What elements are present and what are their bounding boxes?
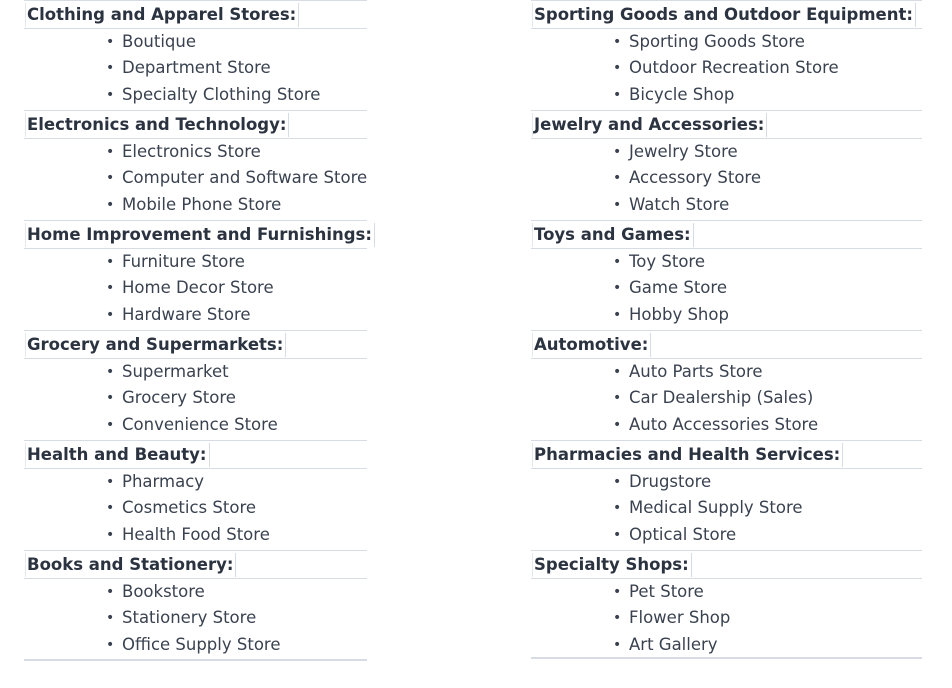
bullet-icon: •: [106, 610, 115, 627]
bullet-icon: •: [106, 364, 115, 380]
store-list: [531, 579, 922, 658]
bullet-icon: •: [613, 416, 622, 433]
store-type: Hobby Shop: [629, 304, 729, 324]
list-item: [24, 412, 367, 438]
bullet-icon: •: [613, 364, 622, 380]
category-title: Toys and Games:: [532, 223, 694, 247]
category-section: [24, 440, 367, 550]
bullet-icon: •: [106, 416, 115, 433]
store-type: Pet Store: [629, 582, 704, 601]
category-section: [24, 220, 372, 330]
left-category-column: [24, 0, 372, 660]
store-list: [24, 359, 367, 438]
category-title: Automotive:: [532, 333, 651, 357]
category-title: Health and Beauty:: [25, 443, 210, 467]
category-title: Clothing and Apparel Stores:: [25, 3, 299, 27]
bullet-icon: •: [106, 474, 115, 490]
list-item: [24, 249, 367, 275]
list-item: [531, 522, 922, 548]
bullet-icon: •: [106, 254, 115, 270]
category-section: [24, 550, 367, 660]
list-item: [531, 29, 922, 55]
store-type: Furniture Store: [122, 252, 245, 271]
store-type: Computer and Software Store: [122, 168, 368, 188]
list-item: [24, 469, 367, 495]
bullet-icon: •: [106, 500, 115, 517]
store-type: Flower Shop: [629, 608, 731, 628]
bullet-icon: •: [106, 280, 115, 297]
bullet-icon: •: [613, 610, 622, 627]
store-type: Car Dealership (Sales): [629, 388, 814, 408]
category-header: [24, 330, 367, 359]
category-header: [531, 330, 922, 359]
bullet-icon: •: [613, 60, 622, 77]
category-header: [531, 0, 922, 29]
store-type: Auto Accessories Store: [629, 414, 819, 434]
bullet-icon: •: [613, 500, 622, 517]
category-header: [531, 440, 922, 469]
divider: [24, 659, 367, 661]
bullet-icon: •: [106, 196, 115, 213]
store-type: Toy Store: [629, 252, 705, 271]
store-type: Drugstore: [629, 472, 712, 491]
store-list: [24, 29, 367, 108]
store-type: Home Decor Store: [122, 278, 274, 298]
list-item: [531, 359, 922, 385]
category-title: Electronics and Technology:: [25, 113, 289, 137]
category-header: [24, 550, 367, 579]
list-item: [531, 579, 922, 605]
list-item: [531, 632, 922, 658]
store-type: Stationery Store: [122, 608, 257, 628]
list-item: [531, 412, 922, 438]
list-item: [531, 82, 922, 108]
store-type: Medical Supply Store: [629, 498, 803, 518]
list-item: [24, 29, 367, 55]
category-header: [24, 110, 367, 139]
category-header: [24, 440, 367, 469]
bullet-icon: •: [106, 144, 115, 160]
category-section: [531, 110, 922, 220]
category-header: [531, 550, 922, 579]
list-item: [24, 139, 367, 165]
store-type: Outdoor Recreation Store: [629, 58, 839, 78]
list-item: [531, 249, 922, 275]
bullet-icon: •: [613, 306, 622, 323]
bullet-icon: •: [613, 144, 622, 160]
bullet-icon: •: [613, 280, 622, 297]
store-type: Health Food Store: [122, 524, 270, 544]
bullet-icon: •: [106, 526, 115, 543]
category-title: Sporting Goods and Outdoor Equipment:: [532, 3, 916, 27]
list-item: [24, 522, 367, 548]
divider: [531, 657, 922, 659]
store-type: Sporting Goods Store: [629, 32, 805, 51]
category-header: [531, 220, 922, 249]
store-type: Specialty Clothing Store: [122, 84, 321, 104]
store-type: Mobile Phone Store: [122, 194, 282, 214]
store-type: Game Store: [629, 278, 727, 298]
bullet-icon: •: [106, 60, 115, 77]
store-list: [531, 249, 922, 328]
bullet-icon: •: [613, 254, 622, 270]
list-item: [531, 55, 922, 81]
list-item: [531, 605, 922, 631]
store-type: Optical Store: [629, 524, 737, 544]
bullet-icon: •: [106, 34, 115, 50]
bullet-icon: •: [106, 390, 115, 407]
category-header: [24, 220, 372, 249]
list-item: [531, 139, 922, 165]
store-list: [531, 29, 922, 108]
category-section: [531, 440, 922, 550]
category-title: Jewelry and Accessories:: [532, 113, 767, 137]
store-type: Department Store: [122, 58, 271, 78]
store-list: [531, 359, 922, 438]
category-section: [531, 0, 922, 110]
bullet-icon: •: [106, 584, 115, 600]
store-list: [24, 469, 367, 548]
bullet-icon: •: [613, 390, 622, 407]
list-item: [531, 275, 922, 301]
category-title: Home Improvement and Furnishings:: [25, 223, 375, 247]
list-item: [24, 275, 367, 301]
store-type: Convenience Store: [122, 414, 278, 434]
store-list: [24, 249, 367, 328]
list-item: [24, 165, 367, 191]
bullet-icon: •: [613, 474, 622, 490]
store-type: Accessory Store: [629, 168, 761, 188]
store-type: Jewelry Store: [629, 142, 738, 161]
category-header: [531, 110, 922, 139]
bullet-icon: •: [106, 170, 115, 187]
list-item: [24, 579, 367, 605]
category-section: [531, 220, 922, 330]
category-section: [531, 550, 922, 660]
category-title: Pharmacies and Health Services:: [532, 443, 843, 467]
list-item: [24, 192, 367, 218]
right-category-column: [531, 0, 922, 660]
store-type: Bookstore: [122, 582, 205, 601]
store-type: Pharmacy: [122, 472, 205, 491]
list-item: [24, 82, 367, 108]
bullet-icon: •: [613, 526, 622, 543]
category-title: Books and Stationery:: [25, 553, 236, 577]
list-item: [24, 55, 367, 81]
category-section: [24, 0, 367, 110]
store-list: [531, 139, 922, 218]
list-item: [531, 192, 922, 218]
list-item: [531, 165, 922, 191]
store-type: Supermarket: [122, 362, 229, 381]
list-item: [24, 632, 367, 658]
list-item: [531, 302, 922, 328]
store-type: Boutique: [122, 32, 197, 51]
bullet-icon: •: [106, 86, 115, 103]
bullet-icon: •: [613, 34, 622, 50]
list-item: [24, 385, 367, 411]
store-type: Auto Parts Store: [629, 362, 763, 381]
store-type: Grocery Store: [122, 388, 236, 408]
store-type: Electronics Store: [122, 142, 261, 161]
list-item: [24, 605, 367, 631]
list-item: [531, 495, 922, 521]
bullet-icon: •: [106, 306, 115, 323]
list-item: [24, 495, 367, 521]
store-type: Bicycle Shop: [629, 84, 735, 104]
bullet-icon: •: [613, 86, 622, 103]
list-item: [24, 359, 367, 385]
store-type: Hardware Store: [122, 304, 251, 324]
store-type: Art Gallery: [629, 634, 718, 654]
category-section: [24, 330, 367, 440]
category-title: Grocery and Supermarkets:: [25, 333, 286, 357]
list-item: [531, 385, 922, 411]
bullet-icon: •: [613, 170, 622, 187]
category-section: [531, 330, 922, 440]
bullet-icon: •: [613, 196, 622, 213]
category-section: [24, 110, 367, 220]
bullet-icon: •: [613, 584, 622, 600]
store-list: [24, 579, 367, 658]
bullet-icon: •: [106, 636, 115, 653]
store-type: Office Supply Store: [122, 634, 281, 654]
list-item: [24, 302, 367, 328]
category-header: [24, 0, 367, 29]
store-list: [24, 139, 367, 218]
store-type: Cosmetics Store: [122, 498, 257, 518]
store-type: Watch Store: [629, 194, 730, 214]
store-list: [531, 469, 922, 548]
bullet-icon: •: [613, 636, 622, 653]
list-item: [531, 469, 922, 495]
category-title: Specialty Shops:: [532, 553, 692, 577]
